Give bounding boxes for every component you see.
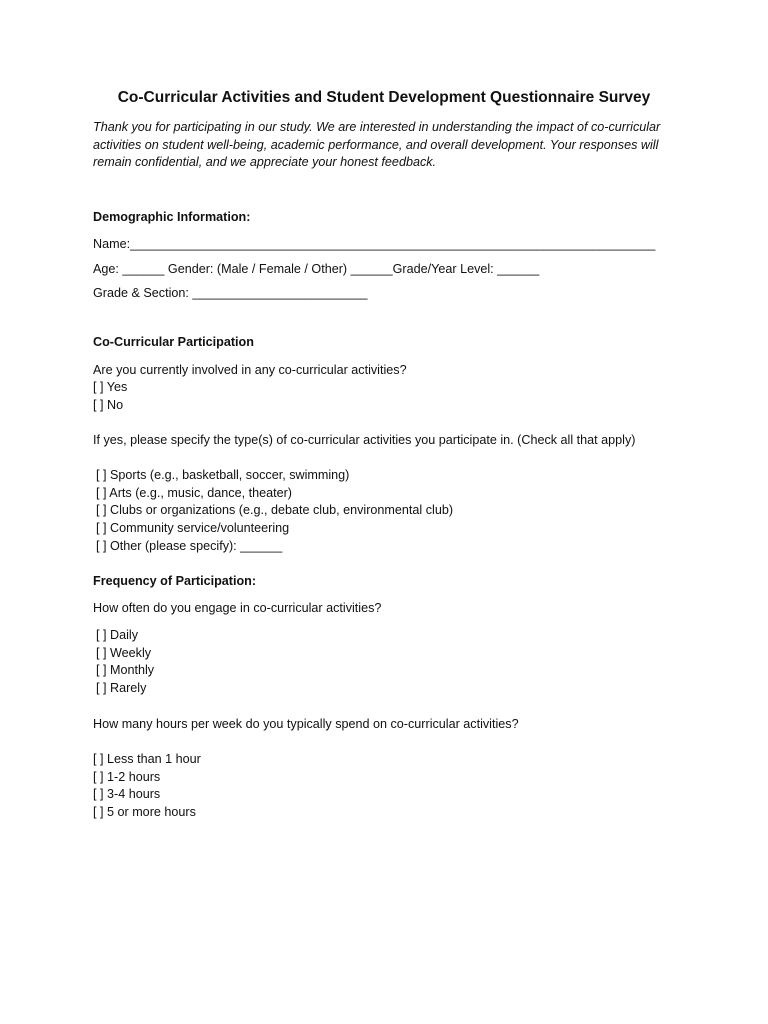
checkbox-option-daily[interactable]: [ ] Daily	[96, 628, 138, 642]
checkbox-option-less-than-1-hour[interactable]: [ ] Less than 1 hour	[93, 752, 201, 766]
frequency-question: How often do you engage in co-curricular activities?	[93, 601, 382, 615]
frequency-heading: Frequency of Participation:	[93, 574, 257, 588]
checkbox-option-yes[interactable]: [ ] Yes	[93, 380, 128, 394]
activity-type-question: If yes, please specify the type(s) of co-curricular activities you participate in. (Check all that apply)	[93, 433, 636, 447]
involvement-question: Are you currently involved in any co-curricular activities?	[93, 363, 407, 377]
checkbox-option-community-service[interactable]: [ ] Community service/volunteering	[96, 521, 290, 535]
checkbox-option-arts[interactable]: [ ] Arts (e.g., music, dance, theater)	[96, 486, 292, 500]
checkbox-option-sports[interactable]: [ ] Sports (e.g., basketball, soccer, swimming)	[96, 468, 350, 482]
checkbox-option-3-4-hours[interactable]: [ ] 3-4 hours	[93, 787, 161, 801]
participation-heading: Co-Curricular Participation	[93, 335, 254, 349]
intro-line: Thank you for participating in our study. We are interested in understanding the impact of co-curricular	[93, 120, 661, 134]
age-gender-grade-field[interactable]: Age: ______ Gender: (Male / Female / Other) ______Grade/Year Level: ______	[93, 262, 540, 276]
intro-paragraph	[93, 119, 693, 172]
page-title: Co-Curricular Activities and Student Development Questionnaire Survey	[117, 89, 651, 106]
checkbox-option-no[interactable]: [ ] No	[93, 398, 124, 412]
checkbox-option-clubs[interactable]: [ ] Clubs or organizations (e.g., debate club, environmental club)	[96, 503, 454, 517]
checkbox-option-other[interactable]: [ ] Other (please specify): ______	[96, 539, 283, 553]
checkbox-option-5-or-more-hours[interactable]: [ ] 5 or more hours	[93, 805, 196, 819]
demographic-heading: Demographic Information:	[93, 210, 251, 224]
intro-line: activities on student well-being, academic performance, and overall development. Your responses will	[93, 137, 659, 152]
name-field[interactable]: Name:___________________________________________________________________________	[93, 237, 656, 251]
hours-question: How many hours per week do you typically spend on co-curricular activities?	[93, 717, 519, 731]
checkbox-option-monthly[interactable]: [ ] Monthly	[96, 663, 155, 677]
checkbox-option-weekly[interactable]: [ ] Weekly	[96, 646, 152, 660]
grade-section-field[interactable]: Grade & Section: _________________________	[93, 286, 368, 300]
checkbox-option-1-2-hours[interactable]: [ ] 1-2 hours	[93, 770, 161, 784]
intro-line: remain confidential, and we appreciate your honest feedback.	[93, 155, 437, 169]
checkbox-option-rarely[interactable]: [ ] Rarely	[96, 681, 147, 695]
